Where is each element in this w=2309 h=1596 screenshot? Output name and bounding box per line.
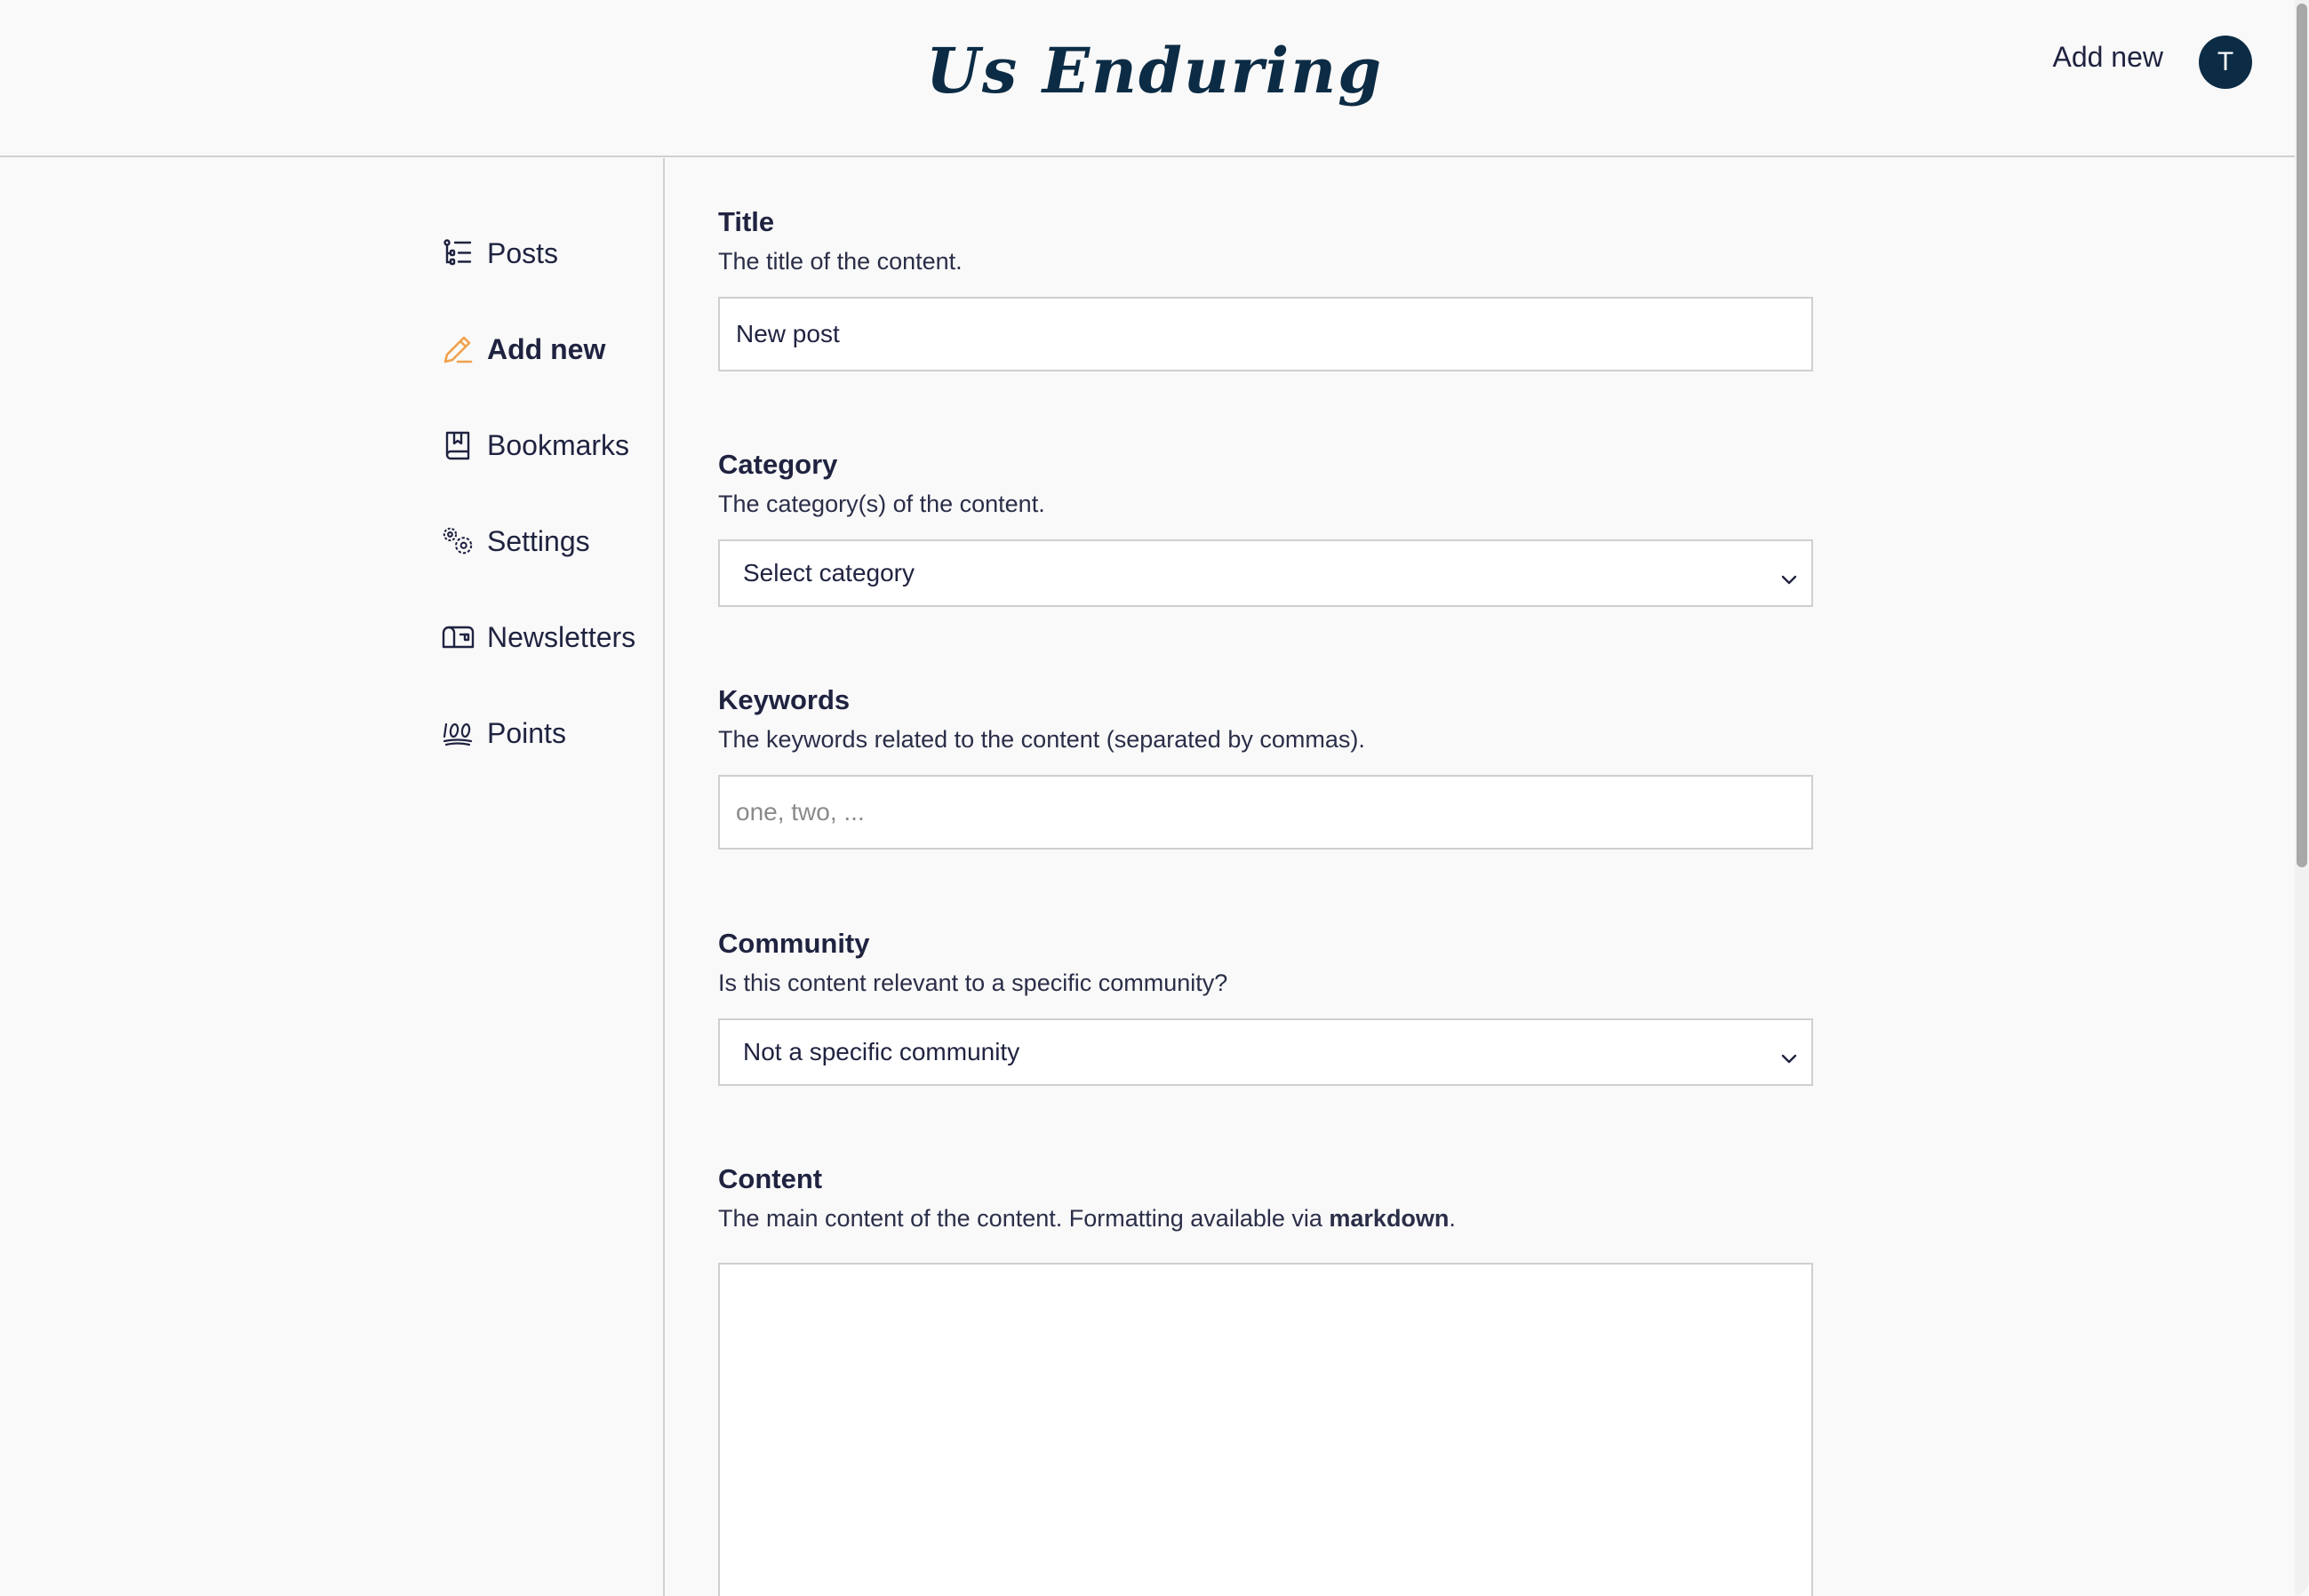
- category-select[interactable]: [718, 539, 1813, 607]
- sidebar-item-bookmarks[interactable]: [441, 423, 629, 467]
- gears-icon: [441, 524, 475, 558]
- title-field-group: [718, 204, 1813, 371]
- list-tree-icon: [441, 236, 475, 270]
- sidebar-item-settings[interactable]: [441, 519, 590, 563]
- content-help-prefix: The main content of the content. Formatting available via: [718, 1205, 1330, 1232]
- sidebar-item-label: Points: [487, 716, 566, 749]
- keywords-input[interactable]: [718, 775, 1813, 850]
- markdown-link[interactable]: markdown: [1329, 1205, 1450, 1232]
- content-help-suffix: .: [1449, 1205, 1456, 1232]
- page-scrollbar[interactable]: [2295, 0, 2309, 1596]
- mailbox-icon: [441, 620, 475, 654]
- book-bookmark-icon: [441, 428, 475, 462]
- title-help-text: The title of the content.: [718, 248, 963, 275]
- content-textarea[interactable]: [718, 1263, 1813, 1596]
- sidebar-item-newsletters[interactable]: [441, 615, 635, 659]
- sidebar-item-label: Settings: [487, 524, 590, 557]
- chevron-down-icon: [1779, 564, 1799, 593]
- community-field-group: [718, 926, 1813, 1086]
- community-select[interactable]: [718, 1018, 1813, 1086]
- header-add-new-link[interactable]: Add new: [2052, 41, 2163, 73]
- scrollbar-thumb[interactable]: [2297, 4, 2307, 867]
- keywords-field-group: [718, 682, 1813, 850]
- sidebar-item-add-new[interactable]: [441, 327, 605, 371]
- pencil-icon: [441, 332, 475, 366]
- sidebar-item-label: Add new: [487, 332, 606, 365]
- content-label: Content: [718, 1163, 823, 1194]
- sidebar-item-posts[interactable]: [441, 231, 558, 275]
- title-input[interactable]: [718, 297, 1813, 371]
- community-label: Community: [718, 928, 870, 959]
- title-label: Title: [718, 206, 775, 237]
- top-header: [0, 0, 2309, 157]
- sidebar-item-label: Newsletters: [487, 620, 636, 653]
- site-logo[interactable]: Us Enduring: [925, 34, 1384, 108]
- content-field-group: [718, 1161, 1813, 1596]
- chevron-down-icon: [1779, 1043, 1799, 1072]
- sidebar-item-label: Posts: [487, 236, 559, 269]
- category-help-text: The category(s) of the content.: [718, 491, 1045, 517]
- category-label: Category: [718, 449, 838, 480]
- hundred-points-icon: [441, 716, 475, 750]
- keywords-label: Keywords: [718, 684, 851, 715]
- sidebar-item-points[interactable]: [441, 711, 566, 755]
- category-field-group: [718, 447, 1813, 607]
- sidebar: [0, 158, 665, 1596]
- community-selected-value: Not a specific community: [743, 1038, 1020, 1065]
- sidebar-item-label: Bookmarks: [487, 428, 630, 461]
- avatar[interactable]: T: [2199, 36, 2252, 89]
- keywords-help-text: The keywords related to the content (separated by commas).: [718, 726, 1365, 753]
- content-help-text: [718, 1202, 1813, 1234]
- community-help-text: Is this content relevant to a specific community?: [718, 970, 1228, 996]
- category-selected-value: Select category: [743, 559, 915, 587]
